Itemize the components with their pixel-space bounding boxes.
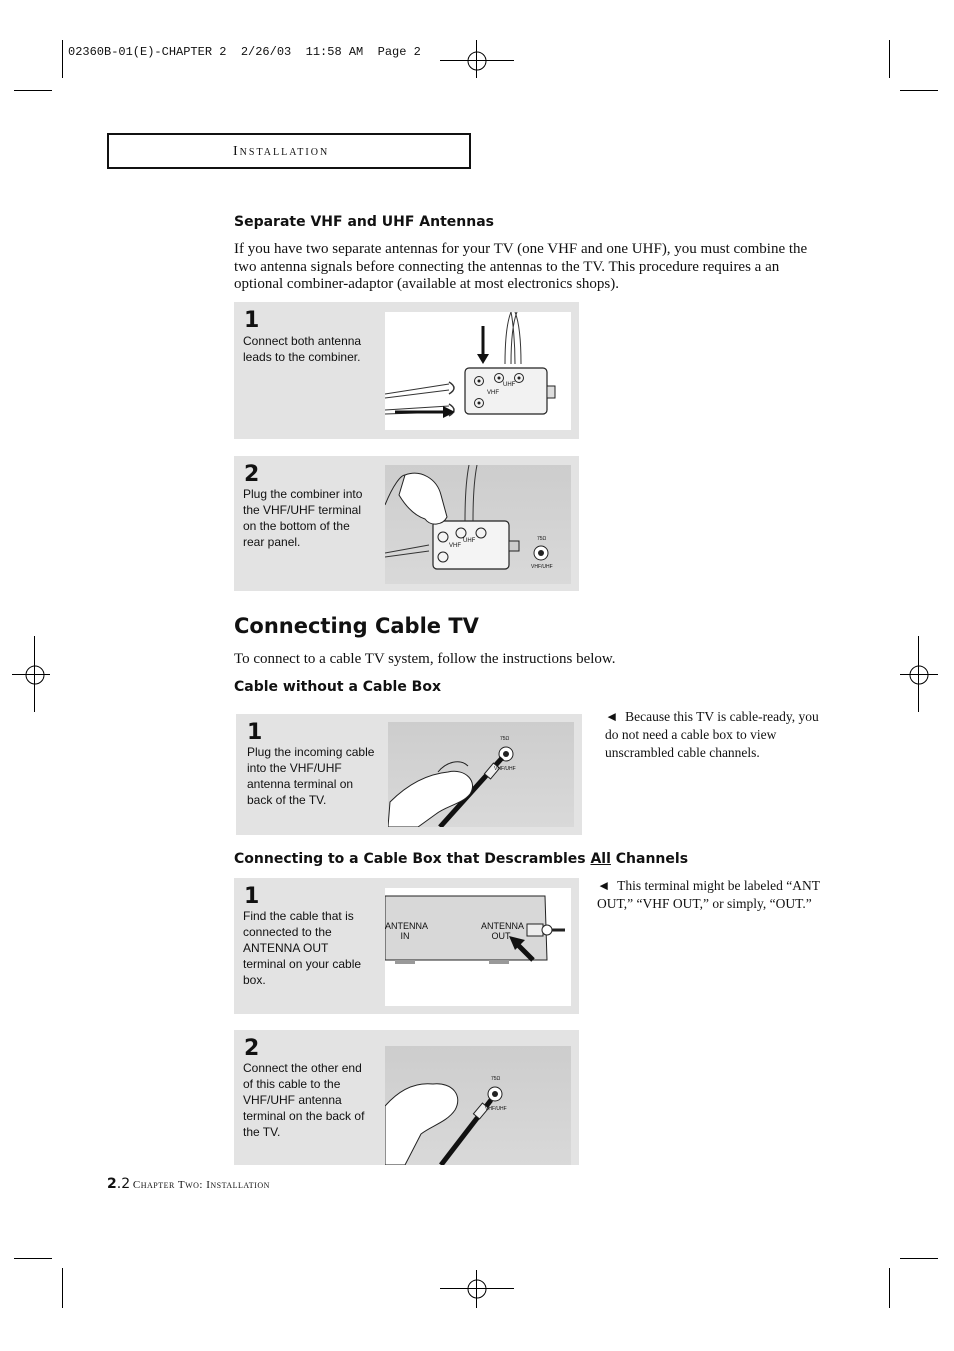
- step-number: 1: [244, 308, 260, 333]
- ohm-label: 75Ω: [537, 536, 547, 542]
- step-text: Plug the incoming cable into the VHF/UHF antenna terminal on back of the TV.: [247, 745, 375, 807]
- section-tab-label: Installation: [233, 144, 330, 159]
- step-text: Connect the other end of this cable to the VHF/UHF antenna terminal on the back of the TV.: [243, 1061, 365, 1139]
- step-number: 1: [244, 884, 260, 909]
- vhf-uhf-terminal-label: VHF/UHF: [494, 766, 516, 772]
- note-text: This terminal might be labeled “ANT OUT,” “VHF OUT,” or simply, “OUT.”: [597, 878, 820, 911]
- vhf-label: VHF: [449, 543, 461, 549]
- vhf-uhf-terminal-label: VHF/UHF: [531, 564, 553, 570]
- ohm-label: 75Ω: [491, 1076, 501, 1082]
- cable-tv-title: Connecting Cable TV: [234, 614, 479, 638]
- page-sub-number: .2: [116, 1176, 131, 1192]
- cable-plug-illustration: [388, 722, 574, 827]
- vhf-uhf-intro: If you have two separate antennas for your TV (one VHF and one UHF), you must combine the two antenna signals before connecting the antennas to the TV. This procedure requires a an optional combiner-adaptor (available at most electronics shops).: [234, 241, 808, 292]
- vhf-uhf-heading: Separate VHF and UHF Antennas: [234, 214, 494, 230]
- heading-part: Connecting to a Cable Box that Descrambles: [234, 851, 591, 867]
- cable-tv-intro: To connect to a cable TV system, follow the instructions below.: [234, 651, 616, 667]
- vhf-label: VHF: [487, 390, 499, 396]
- step-number: 2: [244, 462, 260, 487]
- vhf-uhf-terminal-label: VHF/UHF: [485, 1106, 507, 1112]
- step-text: Plug the combiner into the VHF/UHF terminal on the bottom of the rear panel.: [243, 487, 363, 549]
- uhf-label: UHF: [463, 538, 476, 544]
- vhf-uhf-step-2: [234, 456, 579, 591]
- arrow-left-icon: ◄: [597, 878, 618, 893]
- antenna-out-label: ANTENNA OUT: [481, 921, 525, 941]
- descrambles-step-1: [234, 878, 579, 1014]
- arrow-left-icon: ◄: [605, 709, 626, 724]
- vhf-uhf-step-1: [234, 302, 579, 439]
- cable-box-illustration: [385, 888, 571, 1006]
- without-box-step-1: [236, 714, 582, 835]
- without-box-heading: Cable without a Cable Box: [234, 679, 442, 695]
- page-number: 2: [107, 1176, 117, 1192]
- ohm-label: 75Ω: [500, 736, 510, 742]
- heading-emphasis: All: [590, 851, 611, 867]
- cable-ready-note: [605, 708, 830, 762]
- section-tab: [107, 133, 471, 169]
- descrambles-heading: [234, 851, 688, 867]
- chapter-label: Chapter Two: Installation: [132, 1179, 270, 1191]
- descrambles-step-2: [234, 1030, 579, 1165]
- note-text: Because this TV is cable-ready, you do not need a cable box to view unscrambled cable channels.: [605, 709, 819, 760]
- step-text: Connect both antenna leads to the combiner.: [243, 334, 362, 364]
- step-number: 2: [244, 1036, 260, 1061]
- step-number: 1: [247, 720, 263, 745]
- terminal-label-note: [597, 877, 822, 913]
- page-footer: [107, 1176, 270, 1192]
- cable-connect-illustration: [385, 1046, 571, 1165]
- combiner-illustration: [385, 312, 571, 430]
- print-header: 02360B-01(E)-CHAPTER 2 2/26/03 11:58 AM Page 2: [68, 45, 421, 59]
- uhf-label: UHF: [503, 382, 516, 388]
- antenna-in-label: ANTENNA IN: [385, 921, 429, 941]
- step-text: Find the cable that is connected to the ANTENNA OUT terminal on your cable box.: [243, 909, 362, 987]
- heading-part: Channels: [610, 851, 689, 867]
- combiner-plug-illustration: [385, 465, 571, 584]
